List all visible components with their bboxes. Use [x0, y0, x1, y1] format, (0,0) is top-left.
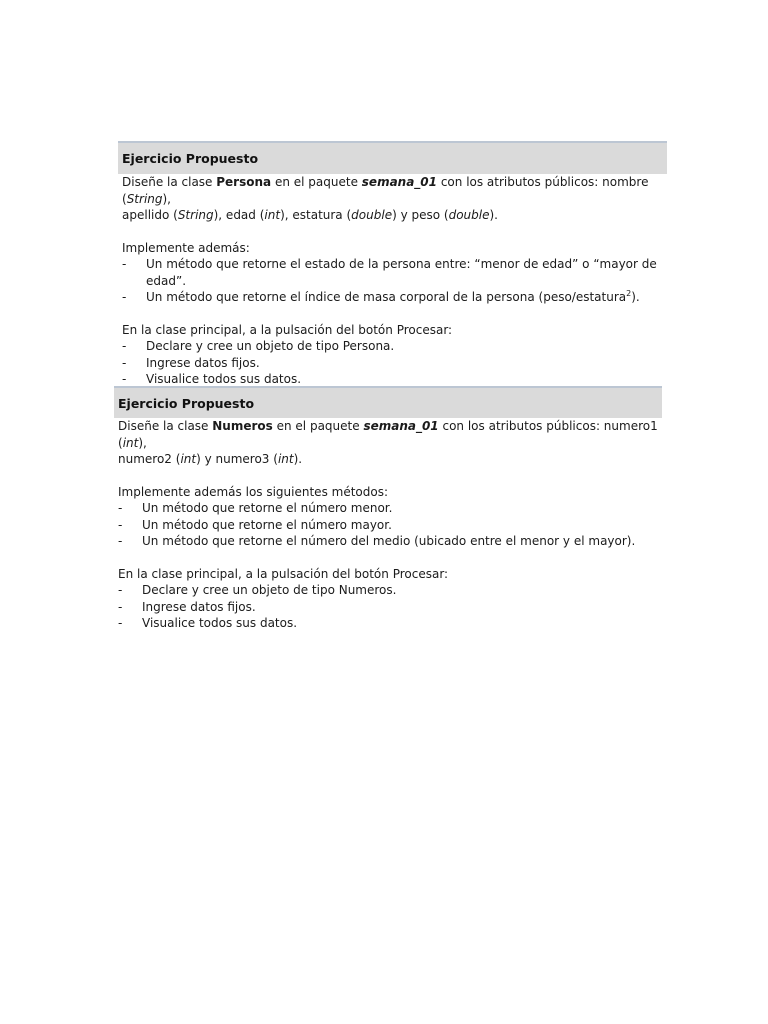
step-text: Visualice todos sus datos. — [142, 616, 298, 630]
dash-marker: - — [122, 355, 127, 370]
method-text: Un método que retorne el número del medio (ubicado entre el menor y el mayor). — [142, 534, 636, 548]
exercise-intro — [118, 418, 662, 468]
exercise-title: Ejercicio Propuesto — [114, 386, 662, 418]
method-text-end: ). — [631, 290, 640, 304]
exercise-body — [118, 174, 667, 388]
intro-text: ) y numero3 ( — [196, 452, 278, 466]
methods-heading: Implemente además: — [122, 240, 250, 255]
type-name: double — [351, 208, 393, 222]
step-text: Visualice todos sus datos. — [146, 372, 302, 386]
superscript: 2 — [626, 289, 632, 298]
intro-text: Diseñe la clase — [118, 419, 213, 433]
dash-marker: - — [118, 583, 123, 597]
method-text: Un método que retorne el estado de la persona entre: “menor de edad” o “mayor de edad”. — [146, 257, 657, 288]
list-item — [122, 338, 667, 355]
step-text: Declare y cree un objeto de tipo Persona. — [146, 339, 395, 353]
intro-text: ), — [138, 435, 147, 450]
intro-text: con los atributos públicos: numero1 ( — [118, 419, 658, 450]
class-name: Persona — [216, 175, 272, 189]
intro-text: ), estatura ( — [280, 208, 352, 222]
method-text: Un método que retorne el número mayor. — [142, 517, 392, 532]
intro-text: ), — [162, 191, 171, 206]
method-text: Un método que retorne el número menor. — [142, 501, 393, 515]
intro-text: en el paquete — [272, 419, 364, 433]
method-text-main: Un método que retorne el índice de masa corporal de la persona (peso/estatura — [146, 290, 627, 304]
list-item — [118, 599, 662, 616]
dash-marker: - — [122, 372, 127, 386]
dash-marker: - — [118, 501, 123, 515]
type-name: double — [448, 208, 490, 222]
dash-marker: - — [118, 534, 123, 548]
type-name: int — [180, 452, 197, 466]
type-name: String — [126, 191, 163, 206]
intro-text: ) y peso ( — [392, 208, 449, 222]
class-name: Numeros — [212, 419, 273, 433]
exercise-numeros — [114, 386, 662, 632]
list-item — [118, 582, 662, 599]
package-name: semana_01 — [363, 419, 439, 433]
list-item — [122, 289, 667, 306]
list-item — [118, 500, 662, 517]
main-heading: En la clase principal, a la pulsación del botón Procesar: — [118, 566, 449, 581]
dash-marker: - — [122, 290, 127, 304]
dash-marker: - — [122, 339, 127, 353]
type-name: int — [264, 208, 281, 222]
method-text — [146, 289, 640, 306]
intro-text: con los atributos públicos: nombre ( — [122, 175, 649, 206]
step-text: Ingrese datos fijos. — [146, 355, 260, 370]
intro-text: apellido ( — [122, 208, 178, 222]
steps-list — [118, 582, 662, 632]
exercise-body — [114, 418, 662, 632]
step-text: Declare y cree un objeto de tipo Numeros. — [142, 583, 397, 597]
list-item — [118, 533, 662, 550]
exercise-intro — [122, 174, 667, 224]
intro-text: en el paquete — [271, 175, 362, 189]
intro-text: ). — [293, 452, 303, 466]
package-name: semana_01 — [361, 175, 438, 189]
type-name: int — [122, 435, 139, 450]
type-name: int — [277, 452, 294, 466]
exercise-persona — [118, 141, 667, 388]
dash-marker: - — [118, 616, 123, 630]
methods-heading: Implemente además los siguientes métodos: — [118, 484, 389, 499]
list-item — [118, 615, 662, 632]
exercise-title: Ejercicio Propuesto — [118, 141, 667, 174]
methods-list — [122, 256, 667, 306]
main-heading: En la clase principal, a la pulsación del botón Procesar: — [122, 322, 453, 337]
step-text: Ingrese datos fijos. — [142, 599, 256, 614]
intro-text: Diseñe la clase — [122, 175, 217, 189]
intro-text: ), edad ( — [213, 208, 265, 222]
dash-marker: - — [118, 517, 123, 532]
dash-marker: - — [122, 257, 127, 271]
dash-marker: - — [118, 599, 123, 614]
list-item — [118, 517, 662, 534]
type-name: String — [177, 208, 214, 222]
list-item — [122, 355, 667, 372]
list-item — [122, 256, 667, 289]
methods-list — [118, 500, 662, 550]
steps-list — [122, 338, 667, 388]
intro-text: ). — [489, 208, 498, 222]
intro-text: numero2 ( — [118, 452, 181, 466]
